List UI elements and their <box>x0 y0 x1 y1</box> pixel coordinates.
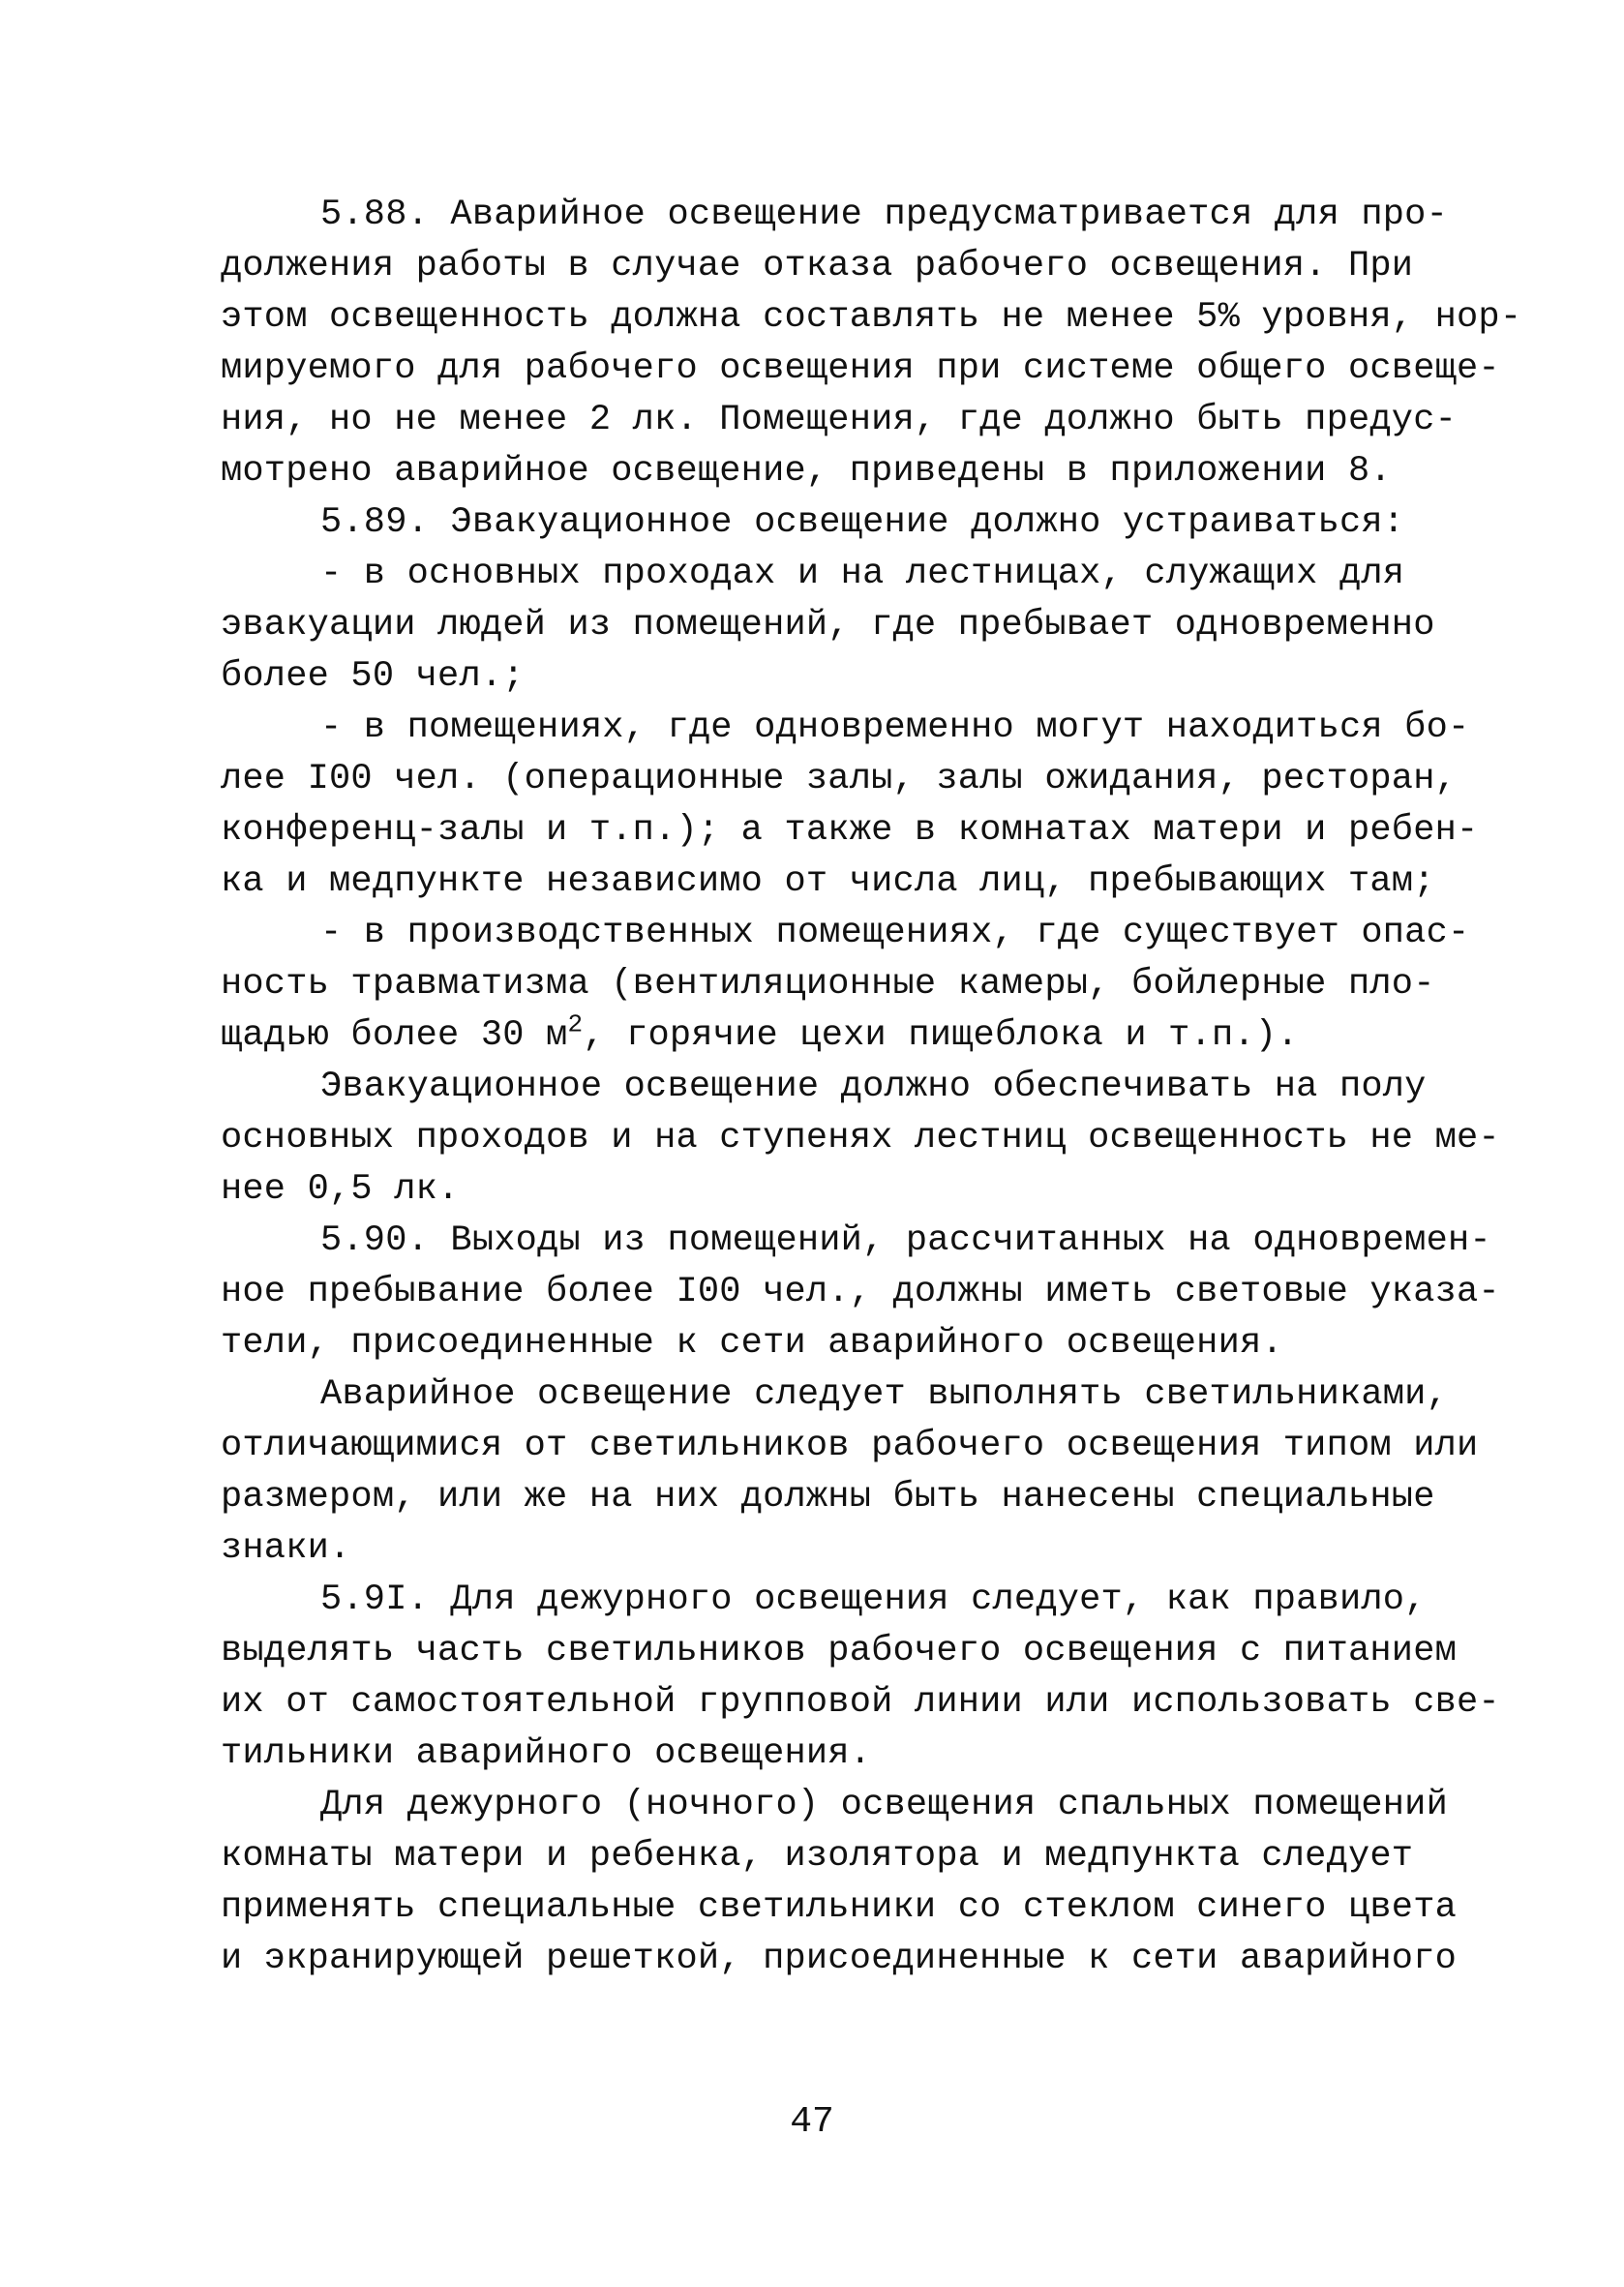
text-line: мируемого для рабочего освещения при системе общего освеще- <box>221 348 1500 389</box>
text-line: 5.90. Выходы из помещений, рассчитанных на одновремен- <box>320 1220 1491 1261</box>
text-line: выделять часть светильников рабочего освещения с питанием <box>221 1631 1458 1671</box>
text-line: комнаты матери и ребенка, изолятора и медпункта следует <box>221 1836 1414 1877</box>
text-line: конференц-залы и т.п.); а также в комнатах матери и ребен- <box>221 810 1479 851</box>
text-line: - в помещениях, где одновременно могут находиться бо- <box>320 707 1470 748</box>
text-line: 5.9I. Для дежурного освещения следует, как правило, <box>320 1580 1427 1620</box>
text-fragment: , горячие цехи пищеблока и т.п.). <box>583 1015 1299 1056</box>
text-line: ния, но не менее 2 лк. Помещения, где должно быть предус- <box>221 400 1458 440</box>
text-line: более 50 чел.; <box>221 656 525 697</box>
text-line: 5.89. Эвакуационное освещение должно устраиваться: <box>320 502 1405 543</box>
text-line: нее 0,5 лк. <box>221 1169 460 1210</box>
text-line: Для дежурного (ночного) освещения спальных помещений <box>320 1785 1448 1825</box>
superscript: 2 <box>567 1009 584 1039</box>
text-line: должения работы в случае отказа рабочего освещения. При <box>221 246 1414 286</box>
text-line: - в производственных помещениях, где существует опас- <box>320 913 1470 953</box>
text-line: применять специальные светильники со стеклом синего цвета <box>221 1887 1458 1928</box>
text-line: - в основных проходах и на лестницах, служащих для <box>320 554 1405 594</box>
text-fragment: щадью более 30 м <box>221 1015 568 1056</box>
text-line: размером, или же на них должны быть нанесены специальные <box>221 1477 1435 1518</box>
page-number: 47 <box>790 2101 834 2143</box>
text-line: ка и медпункте независимо от числа лиц, пребывающих там; <box>221 861 1435 902</box>
text-line: этом освещенность должна составлять не менее 5% уровня, нор- <box>221 297 1522 338</box>
text-line: основных проходов и на ступенях лестниц освещенность не ме- <box>221 1118 1500 1159</box>
text-line: ность травматизма (вентиляционные камеры, бойлерные пло- <box>221 964 1435 1005</box>
body-text <box>221 190 1522 1985</box>
text-line: ное пребывание более I00 чел., должны иметь световые указа- <box>221 1272 1500 1312</box>
text-line: Аварийное освещение следует выполнять светильниками, <box>320 1374 1448 1415</box>
text-line: Эвакуационное освещение должно обеспечивать на полу <box>320 1067 1427 1107</box>
text-line: 5.88. Аварийное освещение предусматривается для про- <box>320 195 1448 235</box>
text-line: и экранирующей решеткой, присоединенные к сети аварийного <box>221 1939 1458 1979</box>
text-line: знаки. <box>221 1528 351 1569</box>
text-line: их от самостоятельной групповой линии или использовать све- <box>221 1682 1500 1723</box>
text-line: тели, присоединенные к сети аварийного освещения. <box>221 1323 1283 1364</box>
text-line: лее I00 чел. (операционные залы, залы ожидания, ресторан, <box>221 759 1458 799</box>
text-line: тильники аварийного освещения. <box>221 1733 872 1774</box>
text-line: мотрено аварийное освещение, приведены в приложении 8. <box>221 451 1392 492</box>
text-line: эвакуации людей из помещений, где пребывает одновременно <box>221 605 1435 646</box>
text-line: отличающимися от светильников рабочего освещения типом или <box>221 1426 1479 1466</box>
text-line-with-superscript <box>221 1010 1421 1062</box>
